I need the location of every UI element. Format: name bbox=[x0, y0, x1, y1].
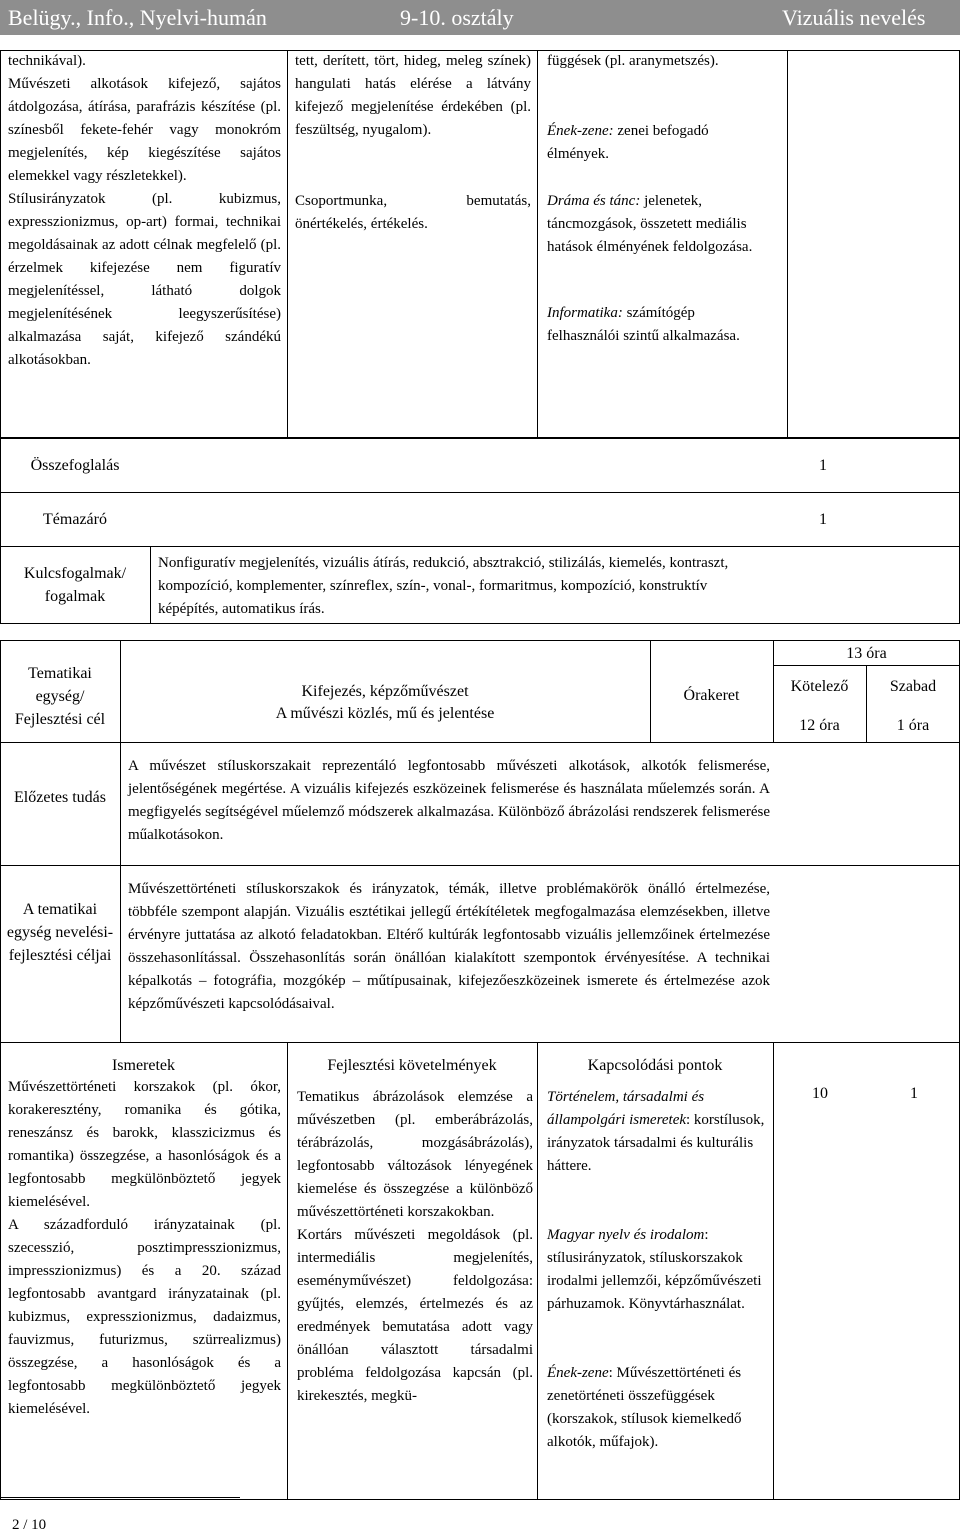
detail-hours-b: 1 bbox=[910, 1085, 918, 1102]
kulcsfogalmak-text: Nonfiguratív megjelenítés, vizuális átírás, redukció, absztrakció, stilizálás, kiemelés, kontraszt, kompozíció, komplementer, színreflex, szín-, vonal-, formaritmus, kompozíció, konstruktív képépítés, automatikus írás. bbox=[158, 555, 729, 617]
elozetes-label: Előzetes tudás bbox=[14, 789, 106, 806]
top-col-kapcsolodas-p2: Ének-zene: zenei befogadó élmények. bbox=[547, 123, 709, 162]
kotelezo-value: 12 óra bbox=[799, 717, 840, 734]
elozetes-text: A művészet stíluskorszakait reprezentáló legfontosabb művészeti alkotások, alkotók felismerése, jelentőségének megértése. A vizuális kifejezés eszközeinek felismerése és használata műelemzés során. A megfigyelés segítségével műelemző módszerek alkalmazása. Különböző ábrázolási rendszerek felismerése műalkotásokon. bbox=[128, 758, 770, 843]
osszefoglalas-label: Összefoglalás bbox=[30, 457, 120, 474]
detail-fejlesztesi-text: Tematikus ábrázolások elemzése a művészetben (pl. emberábrázolás, térábrázolás, mozgásábrázolás), legfontosabb változások lényegének kiemelése és összegzése a különböző művészettörténeti korszakokban. Kortárs művészeti megoldások (pl. intermediális megjelenítés, eseményművészet) feldolgozása: gyűjtés, elemzés, értelmezés és az eredmények bemutatása adott vagy önállóan választott társadalmi probléma feldolgozása kapcsán (pl. kirekesztés, megkü- bbox=[297, 1089, 533, 1404]
kotelezo-label: Kötelező bbox=[790, 678, 849, 695]
kapcsolodas-tortenelem: Történelem, társadalmi és állampolgári ismeretek: korstílusok, irányzatok társadalmi és kulturális háttere. bbox=[547, 1089, 765, 1174]
unit-title-line1: Kifejezés, képzőművészet bbox=[301, 683, 469, 700]
page-header bbox=[0, 0, 960, 35]
osszefoglalas-value: 1 bbox=[819, 457, 827, 474]
orakeret-total: 13 óra bbox=[846, 645, 887, 662]
szabad-value: 1 óra bbox=[896, 717, 930, 734]
top-col-kapcsolodas-p1: függések (pl. aranymetszés). bbox=[547, 53, 719, 69]
page-number: 2 / 10 bbox=[12, 1517, 47, 1533]
header-center: 9-10. osztály bbox=[400, 5, 514, 30]
celjai-label: A tematikai egység nevelési-fejlesztési céljai bbox=[6, 901, 114, 964]
szabad-label: Szabad bbox=[889, 678, 937, 695]
top-col-ismeretek: technikával). Művészeti alkotások kifejező, sajátos átdolgozása, átírása, parafrázis készítése (pl. színesből fekete-fehér vagy monokróm megjelenítés, kép kiegészítése sajátos elemekkel vagy részletekkel). Stílusirányzatok (pl. kubizmus, expresszionizmus, op-art) formai, technikai megoldásainak az adott célnak megfelelő (pl. érzelmek kifejezése nem figuratív megjelenítéssel, látható dolgok megjelenítésének leegyszerűsítése) alkalmazása saját, kifejező szándékú alkotásokban. bbox=[8, 53, 281, 368]
kapcsolodas-enek-zene: Ének-zene: Művészettörténeti és zenetörténeti összefüggések (korszakok, stílusok kiemelkedő alkotók, műfajok). bbox=[547, 1365, 742, 1450]
top-col-fejlesztes-p2: Csoportmunka, bemutatás, önértékelés, értékelés. bbox=[295, 193, 531, 232]
top-col-kapcsolodas-p4: Informatika: számítógép felhasználói szintű alkalmazása. bbox=[547, 305, 740, 344]
col-header-fejlesztesi: Fejlesztési követelmények bbox=[327, 1057, 497, 1074]
col-header-ismeretek: Ismeretek bbox=[111, 1057, 176, 1074]
top-col-fejlesztes-p1: tett, derített, tört, hideg, meleg színek) hangulati hatás elérése a látvány kifejező megjelenítése érdekében (pl. feszültség, nyugalom). bbox=[295, 53, 531, 138]
detail-ismeretek-text: Művészettörténeti korszakok (pl. ókor, korakeresztény, romanika és gótika, reneszánsz és barokk, klasszicizmus és romantika) összegzése, a hasonlóságok és a legfontosabb megkülönböztető jegyek kiemelésével. A századforduló irányzatainak (pl. szecesszió, posztimpresszionizmus, impresszionizmus) és a 20. század legfontosabb avantgard irányzatainak (pl. kubizmus, expresszionizmus, dadaizmus, fauvizmus, futurizmus, szürrealizmus) összegzése, a hasonlóságok és a legfontosabb megkülönböztető jegyek kiemelésével. bbox=[8, 1079, 281, 1417]
detail-hours-a: 10 bbox=[812, 1085, 828, 1102]
footer-divider bbox=[0, 1497, 240, 1498]
kulcsfogalmak-label: Kulcsfogalmak/ fogalmak bbox=[23, 565, 127, 605]
kapcsolodas-magyar: Magyar nyelv és irodalom: stílusirányzatok, stíluskorszakok irodalmi jellemzői, képzőművészeti párhuzamok. Könyvtárhasználat. bbox=[547, 1227, 762, 1312]
top-col-kapcsolodas-p3: Dráma és tánc: jelenetek, táncmozgások, összetett mediális hatások élményének feldolgozása. bbox=[547, 193, 753, 255]
unit-title-line2: A művészi közlés, mű és jelentése bbox=[275, 705, 495, 722]
col-header-kapcsolodasi: Kapcsolódási pontok bbox=[587, 1057, 723, 1074]
temazaro-value: 1 bbox=[819, 511, 827, 528]
celjai-text: Művészettörténeti stíluskorszakok és irányzatok, témák, illetve problémakörök önálló értelmezése, többféle szempont alapján. Vizuális esztétikai jellegű értékítéletek megfogalmazása elemzésekben, illetve érvényre juttatása az alkotó feladatokban. Eltérő kultúrák legfontosabb vizuális jellemzőinek értelmezése összehasonlítással. Összehasonlítás során önállóan kialakított szempontok érvényesítése. A technikai képalkotás – fotográfia, mozgókép – műtípusainak, kifejezőeszközeinek ismerete és értelmezése azok képzőművészeti kapcsolódásaival. bbox=[128, 881, 770, 1012]
orakeret-label: Órakeret bbox=[683, 687, 740, 704]
unit-label: Tematikai egység/ Fejlesztési cél bbox=[14, 665, 106, 728]
temazaro-label: Témazáró bbox=[43, 511, 107, 528]
header-right: Vizuális nevelés bbox=[782, 5, 926, 30]
header-left: Belügy., Info., Nyelvi-humán bbox=[8, 5, 267, 30]
